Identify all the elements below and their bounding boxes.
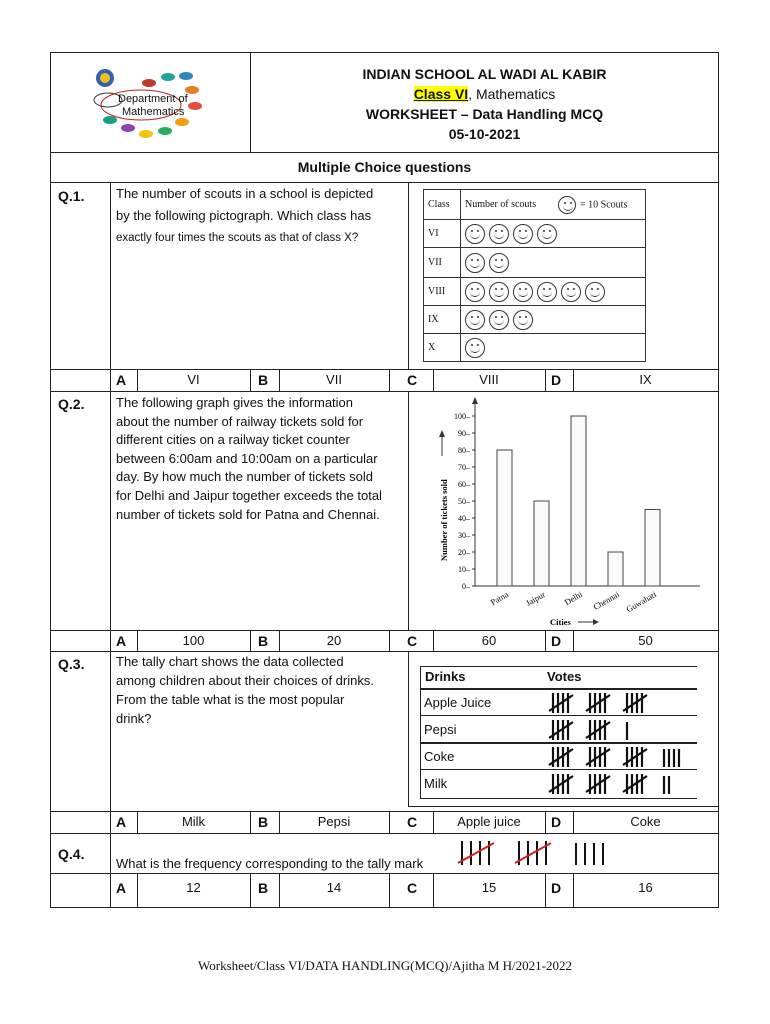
row-label: VIII: [424, 278, 461, 306]
question-text: different cities on a railway ticket counter: [116, 432, 350, 448]
smiley-icon: [465, 224, 485, 244]
col-line: [110, 182, 111, 908]
pictograph-row: [424, 278, 646, 306]
option-c-label: C: [407, 633, 418, 649]
pictograph-row: [424, 220, 646, 248]
x-tick-label: Jaipur: [524, 589, 547, 609]
y-axis-label: Number of tickets sold: [439, 479, 449, 561]
y-tick-label: 30–: [458, 531, 470, 540]
col-line: [250, 630, 251, 651]
smiley-icon: [465, 282, 485, 302]
y-tick-label: 80–: [458, 446, 470, 455]
col-line: [389, 369, 390, 391]
tally-mark-icon: [452, 836, 622, 872]
x-axis-label: Cities: [550, 617, 571, 627]
smiley-cell: [461, 334, 646, 362]
y-tick-label: 40–: [458, 514, 470, 523]
pictograph-row: [424, 248, 646, 278]
option-b-label: B: [258, 814, 269, 830]
question-text: about the number of railway tickets sold for: [116, 413, 364, 429]
question-text: The following graph gives the information: [116, 395, 354, 410]
row-label: VI: [424, 220, 461, 248]
row-label: VII: [424, 248, 461, 278]
option-d-label: D: [551, 372, 562, 388]
y-tick-label: 60–: [458, 480, 470, 489]
smiley-icon: [513, 282, 533, 302]
row-label: IX: [424, 306, 461, 334]
y-tick-label: 50–: [458, 497, 470, 506]
question-number: Q.2.: [58, 396, 85, 412]
smiley-icon: [585, 282, 605, 302]
header-block: [251, 64, 718, 144]
smiley-icon: [513, 224, 533, 244]
col-line: [545, 369, 546, 391]
smiley-icon: [558, 196, 576, 214]
smiley-icon: [513, 310, 533, 330]
x-tick-label: Chennai: [591, 589, 621, 612]
question-text: day. By how much the number of tickets sold: [116, 469, 373, 485]
option-b[interactable]: VII: [326, 372, 342, 387]
smiley-icon: [537, 282, 557, 302]
option-a-label: A: [116, 880, 127, 896]
school-name: INDIAN SCHOOL AL WADI AL KABIR: [362, 66, 607, 82]
y-axis-arrow: [472, 397, 478, 404]
worksheet-title: WORKSHEET – Data Handling MCQ: [365, 106, 604, 122]
smiley-cell: [461, 220, 646, 248]
option-c[interactable]: 15: [481, 880, 497, 895]
question-text: The number of scouts in a school is depicted: [116, 186, 374, 201]
smiley-cell: [461, 248, 646, 278]
pictograph-row: [424, 306, 646, 334]
bar: [534, 501, 549, 586]
tally-header-votes: Votes: [547, 669, 582, 684]
option-c-label: C: [407, 814, 418, 830]
col-line: [408, 391, 409, 631]
y-tick-label: 20–: [458, 548, 470, 557]
option-b-label: B: [258, 880, 269, 896]
worksheet-date: 05-10-2021: [448, 126, 521, 142]
option-a[interactable]: 100: [182, 633, 205, 648]
y-label-arrow-head: [439, 430, 445, 437]
option-c[interactable]: VIII: [479, 372, 499, 387]
smiley-cell: [461, 278, 646, 306]
col-line: [389, 873, 390, 907]
option-c-label: C: [407, 372, 418, 388]
tally-header-drinks: Drinks: [425, 669, 466, 684]
option-d-label: D: [551, 633, 562, 649]
question-text: The tally chart shows the data collected: [116, 654, 344, 669]
smiley-icon: [489, 282, 509, 302]
row-line: [50, 811, 719, 812]
row-line: [408, 806, 719, 807]
question-text: drink?: [116, 711, 152, 726]
frame-bottom: [50, 907, 719, 908]
option-b[interactable]: 14: [326, 880, 342, 895]
col-line: [545, 873, 546, 907]
row-line: [50, 182, 719, 183]
option-d[interactable]: 50: [638, 633, 653, 648]
option-a-label: A: [116, 814, 127, 830]
smiley-icon: [489, 224, 509, 244]
option-a[interactable]: Milk: [181, 814, 206, 829]
col-line: [250, 873, 251, 907]
question-text: for Delhi and Jaipur together exceeds the total: [116, 488, 382, 503]
col-line: [389, 811, 390, 833]
drink-label: Pepsi: [424, 722, 457, 737]
bar: [497, 450, 512, 586]
option-b-label: B: [258, 372, 269, 388]
row-line: [50, 833, 719, 834]
y-tick-label: 70–: [458, 463, 470, 472]
row-line: [50, 369, 719, 370]
option-d[interactable]: 16: [638, 880, 653, 895]
option-c-label: C: [407, 880, 418, 896]
question-text: What is the frequency corresponding to the tally mark: [116, 856, 424, 871]
question-text: between 6:00am and 10:00am on a particular: [116, 450, 378, 466]
pictograph-row: [424, 334, 646, 362]
smiley-icon: [489, 253, 509, 273]
table-header: Number of scouts: [461, 190, 555, 220]
option-c[interactable]: 60: [481, 633, 497, 648]
option-b-label: B: [258, 633, 269, 649]
question-number: Q.4.: [58, 846, 85, 862]
option-b[interactable]: Pepsi: [317, 814, 351, 829]
smiley-icon: [465, 253, 485, 273]
logo-text: Mathematics: [122, 106, 185, 118]
question-text: among children about their choices of drinks.: [116, 673, 374, 688]
y-tick-label: 100–: [454, 412, 470, 421]
x-label-arrow-head: [593, 619, 599, 625]
question-text: From the table what is the most popular: [116, 692, 345, 707]
question-text: number of tickets sold for Patna and Chennai.: [116, 506, 380, 522]
col-line: [389, 630, 390, 651]
col-line: [408, 651, 409, 806]
bar: [571, 416, 586, 586]
pictograph-table: [423, 189, 646, 362]
tally-table: [420, 666, 697, 799]
drink-label: Apple Juice: [424, 695, 492, 710]
smiley-icon: [489, 310, 509, 330]
option-a-label: A: [116, 633, 127, 649]
question-number: Q.1.: [58, 188, 85, 204]
row-label: X: [424, 334, 461, 362]
option-b[interactable]: 20: [326, 633, 342, 648]
question-text: exactly four times the scouts as that of class X?: [116, 232, 359, 244]
x-tick-label: Patna: [488, 589, 510, 608]
y-tick-label: 0–: [462, 582, 470, 591]
frame-right: [718, 52, 719, 908]
question-number: Q.3.: [58, 656, 85, 672]
class-highlight: Class VI: [413, 86, 469, 102]
frame-left: [50, 52, 51, 908]
option-d[interactable]: Coke: [630, 814, 661, 829]
subject: , Mathematics: [468, 86, 556, 102]
school-logo: [88, 62, 213, 142]
smiley-icon: [561, 282, 581, 302]
bar-chart: [420, 396, 710, 628]
row-line: [50, 391, 719, 392]
option-d-label: D: [551, 814, 562, 830]
tally-marks: [545, 689, 695, 798]
smiley-cell: [461, 306, 646, 334]
row-line: [50, 152, 719, 153]
smiley-icon: [537, 224, 557, 244]
y-tick-label: 90–: [458, 429, 470, 438]
bar: [645, 510, 660, 587]
row-line: [50, 630, 719, 631]
option-a[interactable]: VI: [187, 372, 200, 387]
smiley-icon: [465, 338, 485, 358]
col-line: [545, 630, 546, 651]
section-title: Multiple Choice questions: [297, 159, 472, 175]
bar: [608, 552, 623, 586]
option-d-label: D: [551, 880, 562, 896]
y-tick-label: 10–: [458, 565, 470, 574]
drink-label: Milk: [424, 776, 448, 791]
page-footer: Worksheet/Class VI/DATA HANDLING(MCQ)/Ajitha M H/2021-2022: [198, 958, 572, 973]
logo-text: Department of: [118, 93, 188, 105]
col-line: [250, 811, 251, 833]
x-tick-label: Delhi: [562, 589, 584, 608]
class-line: [251, 84, 718, 104]
question-text: by the following pictograph. Which class has: [116, 208, 372, 223]
table-header: Class: [424, 190, 461, 220]
drink-label: Coke: [424, 749, 455, 764]
col-line: [408, 182, 409, 370]
col-line: [250, 369, 251, 391]
option-d[interactable]: IX: [639, 372, 652, 387]
x-tick-label: Guwahati: [624, 589, 658, 615]
smiley-icon: [465, 310, 485, 330]
col-line: [545, 811, 546, 833]
option-a-label: A: [116, 372, 127, 388]
option-c[interactable]: Apple juice: [457, 814, 521, 829]
row-line: [50, 651, 719, 652]
table-header: = 10 Scouts: [580, 198, 628, 210]
frame-top: [50, 52, 719, 53]
option-a[interactable]: 12: [186, 880, 201, 895]
